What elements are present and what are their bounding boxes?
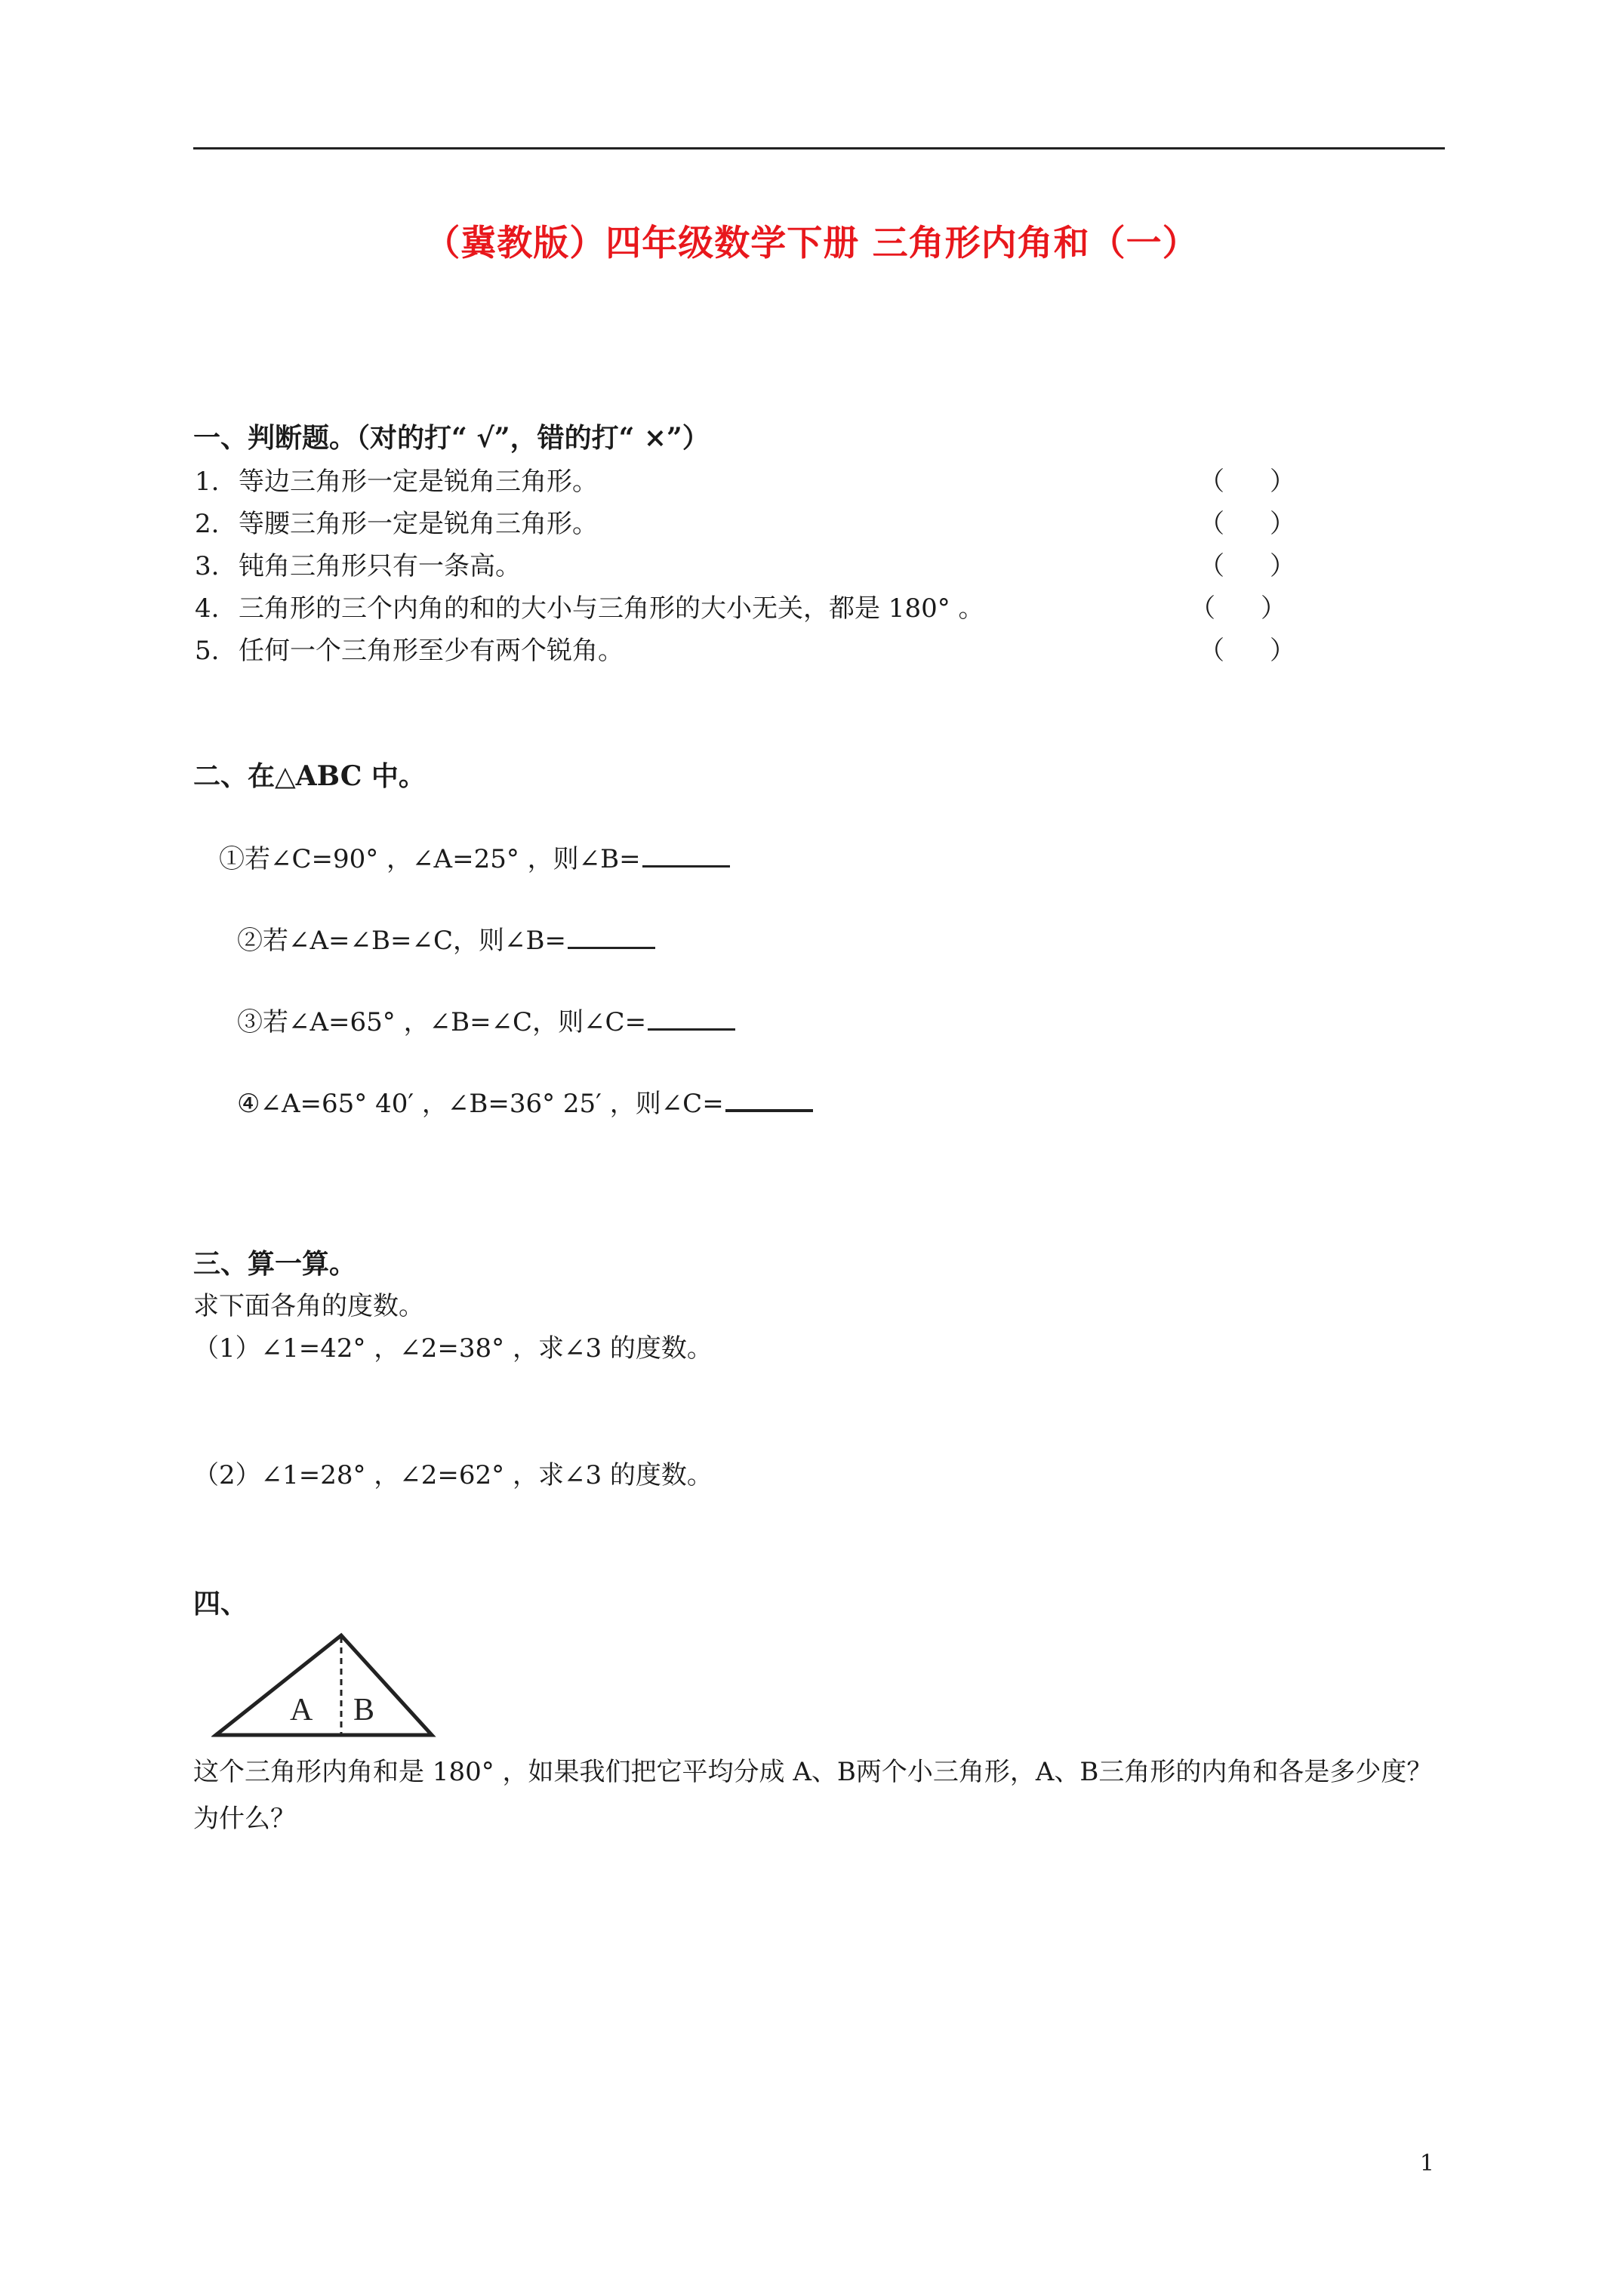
triangle-question-2: ②若∠A=∠B=∠C，则∠B= [237,920,655,957]
header-rule [193,147,1445,149]
calc-question-2: （2）∠1=28° ，∠2=62° ，求∠3 的度数。 [193,1460,713,1490]
document-title: （冀教版）四年级数学下册 三角形内角和（一） [424,223,1199,264]
judge-item-4: 4. 三角形的三个内角的和的大小与三角形的大小无关，都是 180° 。 [195,593,984,624]
answer-paren-5[interactable]: （ ） [1199,636,1295,666]
answer-blank-2[interactable] [568,924,655,949]
calc-question-1: （1）∠1=42° ，∠2=38° ，求∠3 的度数。 [193,1333,713,1364]
answer-paren-4[interactable]: （ ） [1190,593,1286,624]
label-b: B [353,1693,375,1727]
section4-question: 这个三角形内角和是 180° ，如果我们把它平均分成 A、B两个小三角形，A、B三角形的内角和各是多少度？为什么？ [193,1757,1433,1834]
answer-blank-3[interactable] [648,1006,735,1031]
judge-item-3: 3. 钝角三角形只有一条高。 [195,551,521,581]
answer-paren-3[interactable]: （ ） [1199,551,1295,581]
answer-blank-1[interactable] [642,843,730,868]
judge-item-1: 1. 等边三角形一定是锐角三角形。 [195,467,598,497]
judge-item-2: 2. 等腰三角形一定是锐角三角形。 [195,509,598,539]
page-number: 1 [1419,2150,1434,2177]
section1-heading: 一、判断题。（对的打“ √”，错的打“ ×”） [193,422,710,454]
triangle-question-4: ④∠A=65° 40′ ，∠B=36° 25′ ，则∠C= [237,1083,813,1120]
triangle-question-3: ③若∠A=65° ，∠B=∠C，则∠C= [237,1001,735,1038]
answer-blank-4[interactable] [725,1086,813,1112]
section3-heading: 三、算一算。 [193,1248,357,1280]
label-a: A [290,1693,313,1727]
judge-item-5: 5. 任何一个三角形至少有两个锐角。 [195,636,624,666]
triangle-outline [216,1635,432,1735]
section3-intro: 求下面各角的度数。 [193,1291,424,1321]
triangle-question-1: ①若∠C=90° ，∠A=25° ，则∠B= [219,838,730,875]
answer-paren-2[interactable]: （ ） [1199,509,1295,539]
section4-heading: 四、 [193,1588,248,1620]
divided-triangle-figure [211,1631,438,1744]
answer-paren-1[interactable]: （ ） [1199,467,1295,497]
section2-heading: 二、在△ABC 中。 [193,760,426,792]
